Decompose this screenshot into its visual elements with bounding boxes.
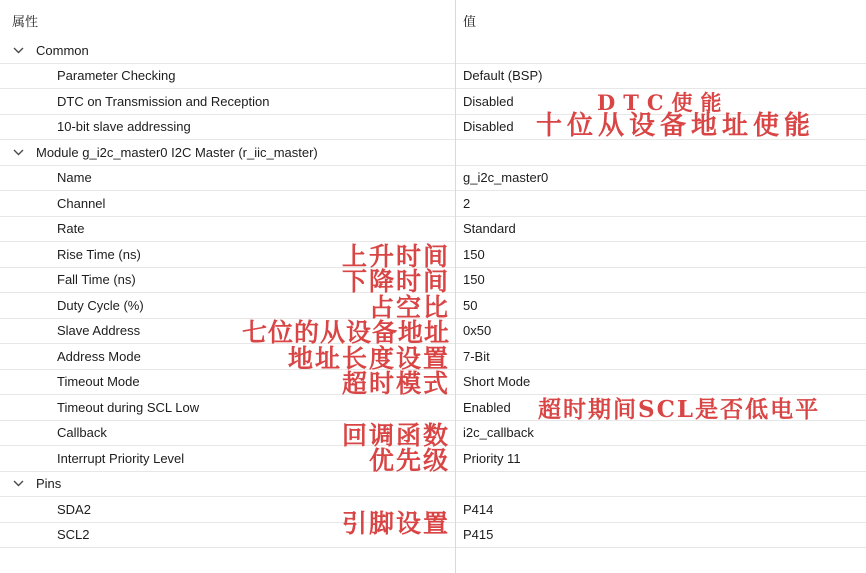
property-label: Parameter Checking xyxy=(57,68,176,84)
property-cell[interactable] xyxy=(0,527,455,542)
property-cell[interactable] xyxy=(0,349,455,364)
table-row[interactable] xyxy=(0,191,866,217)
annotation-rise: 上升时间 xyxy=(341,242,450,271)
property-cell[interactable] xyxy=(0,425,455,440)
property-value[interactable]: Enabled xyxy=(463,399,511,415)
table-row[interactable] xyxy=(0,523,866,549)
property-label: Pins xyxy=(36,476,62,492)
property-cell[interactable] xyxy=(0,119,455,134)
property-label: Name xyxy=(57,170,92,186)
table-row[interactable] xyxy=(0,242,866,271)
table-row[interactable] xyxy=(0,111,866,141)
property-label: Timeout Mode xyxy=(57,374,140,390)
table-row[interactable] xyxy=(0,89,866,115)
property-cell[interactable] xyxy=(0,94,455,109)
property-value[interactable]: 150 xyxy=(463,246,485,262)
property-cell[interactable] xyxy=(0,323,455,338)
chevron-down-icon[interactable] xyxy=(12,149,25,156)
property-value[interactable]: 50 xyxy=(463,297,478,313)
property-label: Module g_i2c_master0 I2C Master (r_iic_master) xyxy=(36,144,318,160)
property-cell[interactable] xyxy=(0,451,455,466)
property-cell[interactable] xyxy=(0,247,455,262)
column-divider xyxy=(455,0,456,573)
table-row[interactable] xyxy=(0,166,866,192)
property-cell[interactable] xyxy=(0,298,455,313)
property-cell[interactable] xyxy=(0,374,455,389)
property-value[interactable]: P414 xyxy=(463,501,494,517)
annotation-pins: 引脚设置 xyxy=(341,509,450,538)
property-label: 10-bit slave addressing xyxy=(57,119,191,135)
table-row[interactable] xyxy=(0,140,866,166)
property-label: Fall Time (ns) xyxy=(57,272,136,288)
property-label: Rise Time (ns) xyxy=(57,246,141,262)
table-header xyxy=(0,0,866,38)
table-row[interactable] xyxy=(0,370,866,396)
annotation-timeout: 超时模式 xyxy=(341,369,450,398)
table-row[interactable] xyxy=(0,268,866,294)
property-rows xyxy=(0,38,866,548)
property-value[interactable]: 2 xyxy=(463,195,471,211)
property-label: DTC on Transmission and Reception xyxy=(57,93,270,109)
annotation-duty: 占空比 xyxy=(368,293,450,322)
annotation-fall: 下降时间 xyxy=(341,267,450,296)
property-label: Address Mode xyxy=(57,348,141,364)
table-row[interactable] xyxy=(0,38,866,64)
property-cell[interactable] xyxy=(0,68,455,83)
property-cell[interactable] xyxy=(0,145,455,160)
chevron-down-icon[interactable] xyxy=(12,47,25,54)
property-label: Timeout during SCL Low xyxy=(57,399,200,415)
property-label: Rate xyxy=(57,221,85,237)
property-value[interactable]: 150 xyxy=(463,272,485,288)
annotation-tenbit: 十位从设备地址使能 xyxy=(536,111,816,141)
property-cell[interactable] xyxy=(0,221,455,236)
column-header-value: 值 xyxy=(463,13,477,29)
property-value[interactable]: 7-Bit xyxy=(463,348,490,364)
property-label: SCL2 xyxy=(57,527,90,543)
property-value[interactable]: P415 xyxy=(463,527,494,543)
property-label: Channel xyxy=(57,195,106,211)
property-cell[interactable] xyxy=(0,400,455,415)
property-value[interactable]: g_i2c_master0 xyxy=(463,170,549,186)
annotation-callback: 回调函数 xyxy=(341,421,450,450)
property-cell[interactable] xyxy=(0,43,455,58)
property-label: SDA2 xyxy=(57,501,91,517)
table-row[interactable] xyxy=(0,319,866,345)
property-cell[interactable] xyxy=(0,170,455,185)
property-value[interactable]: 0x50 xyxy=(463,323,492,339)
property-value[interactable]: i2c_callback xyxy=(463,425,534,441)
property-cell[interactable] xyxy=(0,476,455,491)
property-label: Duty Cycle (%) xyxy=(57,297,144,313)
table-row[interactable] xyxy=(0,217,866,243)
table-row[interactable] xyxy=(0,446,866,475)
table-row[interactable] xyxy=(0,421,866,450)
annotation-addr: 地址长度设置 xyxy=(287,344,450,373)
table-row[interactable] xyxy=(0,497,866,523)
property-value[interactable]: Default (BSP) xyxy=(463,68,543,84)
property-label: Slave Address xyxy=(57,323,141,339)
table-row[interactable] xyxy=(0,293,866,322)
table-row[interactable] xyxy=(0,472,866,498)
column-header-property: 属性 xyxy=(12,13,39,29)
property-value[interactable]: Short Mode xyxy=(463,374,531,390)
property-value[interactable]: Disabled xyxy=(463,93,514,109)
property-value[interactable]: Disabled xyxy=(463,119,514,135)
property-cell[interactable] xyxy=(0,272,455,287)
annotation-slave: 七位的从设备地址 xyxy=(241,318,450,347)
property-cell[interactable] xyxy=(0,502,455,517)
annotation-priority: 优先级 xyxy=(368,446,450,475)
table-row[interactable] xyxy=(0,64,866,90)
property-label: Common xyxy=(36,42,89,58)
property-label: Interrupt Priority Level xyxy=(57,450,185,466)
table-row[interactable] xyxy=(0,344,866,373)
property-value[interactable]: Standard xyxy=(463,221,516,237)
table-row[interactable] xyxy=(0,395,866,421)
annotation-dtc: DTC使能 xyxy=(597,90,730,115)
annotation-scl: 超时期间SCL是否低电平 xyxy=(538,396,821,423)
property-value[interactable]: Priority 11 xyxy=(463,450,521,466)
property-label: Callback xyxy=(57,425,107,441)
chevron-down-icon[interactable] xyxy=(12,480,25,487)
property-cell[interactable] xyxy=(0,196,455,211)
